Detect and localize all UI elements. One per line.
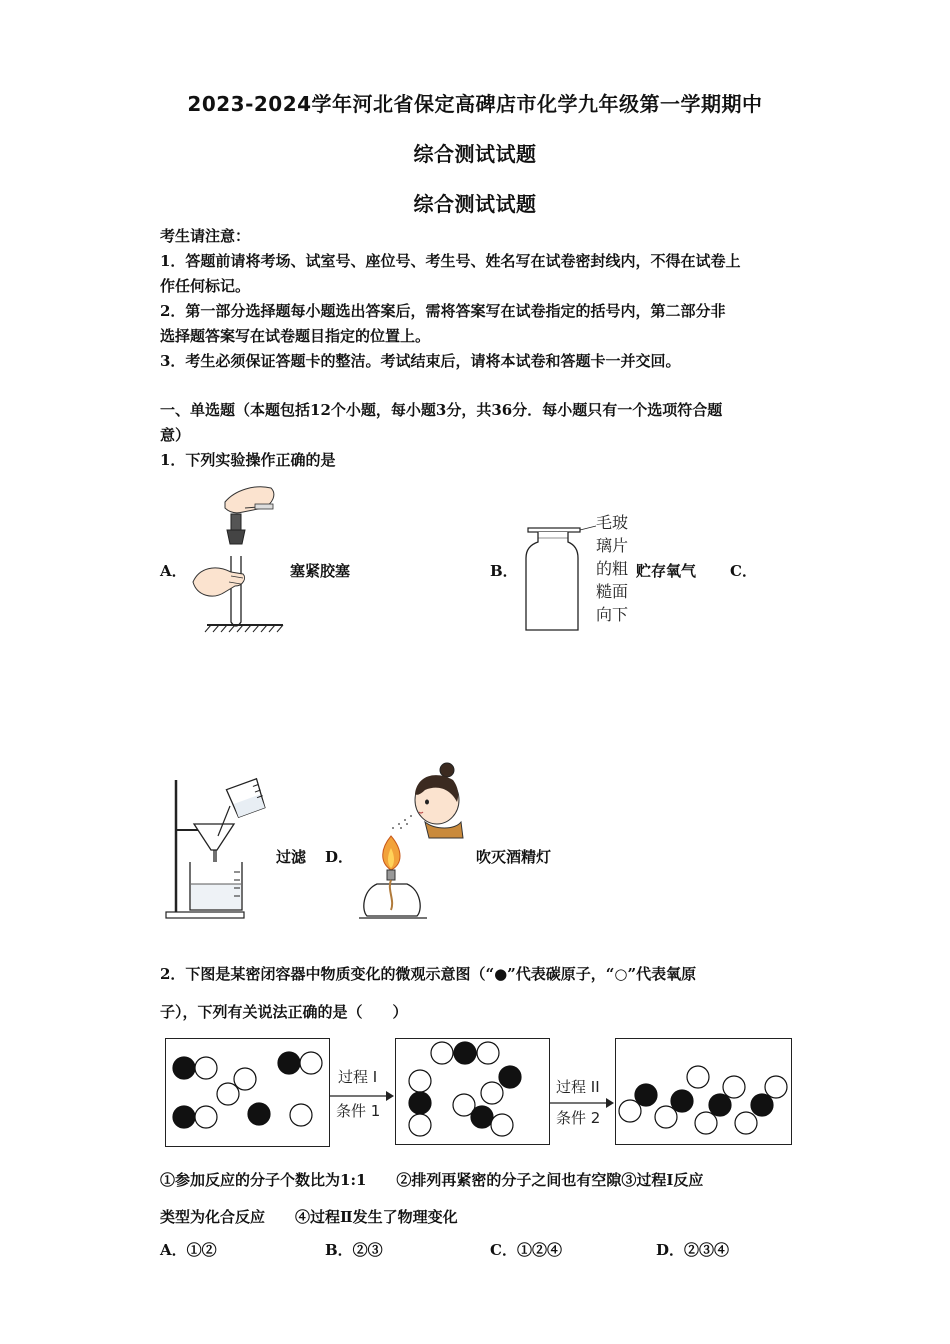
section-heading: 一、单选题（本题包括12个小题，每小题3分，共36分．每小题只有一个选项符合题 — [160, 401, 723, 419]
q2-option-a: A．①② — [160, 1241, 217, 1259]
q1-option-a-text: 塞紧胶塞 — [290, 562, 351, 580]
process-2-condition: 条件 2 — [556, 1109, 601, 1127]
notice-item-3: 3．考生必须保证答题卡的整洁。考试结束后，请将本试卷和答题卡一并交回。 — [160, 352, 681, 370]
process-2-name: 过程 II — [556, 1078, 600, 1096]
stopper-test-tube-figure — [185, 482, 290, 634]
alcohol-lamp-figure — [355, 760, 473, 922]
notice-heading: 考生请注意： — [160, 227, 251, 245]
question-2-stem-cont: 子），下列有关说法正确的是（ ） — [160, 1003, 408, 1021]
q1-option-d-text: 吹灭酒精灯 — [476, 848, 552, 866]
notice-item-2: 2．第一部分选择题每小题选出答案后，需将答案写在试卷指定的括号内，第二部分非 — [160, 302, 726, 320]
notice-item-1-cont: 作任何标记。 — [160, 277, 251, 295]
q2-option-b: B．②③ — [325, 1241, 383, 1259]
section-heading-cont: 意） — [160, 426, 191, 444]
state-2-box — [395, 1038, 550, 1145]
q2-option-d: D．②③④ — [656, 1241, 730, 1259]
gas-jar-figure — [520, 524, 600, 634]
gas-jar-note-line: 糙面 — [596, 582, 629, 601]
q1-option-c-letter: C． — [730, 562, 757, 580]
notice-item-2-cont: 选择题答案写在试卷题目指定的位置上。 — [160, 327, 431, 345]
gas-jar-note-line: 向下 — [596, 605, 629, 624]
filtration-figure — [160, 776, 275, 922]
q1-option-b-letter: B． — [490, 562, 518, 580]
q2-statements-cont: 类型为化合反应 ④过程Ⅱ发生了物理变化 — [160, 1208, 458, 1226]
q1-option-d-letter: D． — [325, 848, 354, 866]
process-1-name: 过程 I — [338, 1068, 378, 1086]
gas-jar-note-line: 毛玻 — [596, 513, 629, 532]
state-3-box — [615, 1038, 792, 1145]
q2-option-c: C．①②④ — [490, 1241, 562, 1259]
state-3-molecules — [616, 1039, 791, 1144]
question-2-stem: 2．下图是某密闭容器中物质变化的微观示意图（“●”代表碳原子，“○”代表氧原 — [160, 965, 697, 983]
page-subtitle: 综合测试试题 — [413, 142, 537, 166]
q1-option-a-letter: A． — [160, 562, 187, 580]
gas-jar-note-line: 的粗 — [596, 559, 629, 578]
state-2-molecules — [396, 1039, 549, 1144]
page-subtitle-repeat: 综合测试试题 — [413, 192, 537, 216]
gas-jar-note — [596, 511, 628, 626]
state-1-box — [165, 1038, 330, 1147]
q1-option-c-text: 过滤 — [276, 848, 307, 866]
gas-jar-note-line: 璃片 — [596, 536, 629, 555]
q1-option-b-text: 贮存氧气 — [636, 562, 697, 580]
question-1-stem: 1．下列实验操作正确的是 — [160, 451, 336, 469]
notice-item-1: 1．答题前请将考场、试室号、座位号、考生号、姓名写在试卷密封线内，不得在试卷上 — [160, 252, 741, 270]
state-1-molecules — [166, 1039, 329, 1146]
page-title: 2023-2024学年河北省保定高碑店市化学九年级第一学期期中 — [187, 92, 763, 116]
q2-statements: ①参加反应的分子个数比为1:1 ②排列再紧密的分子之间也有空隙③过程Ⅰ反应 — [160, 1171, 704, 1189]
process-1-condition: 条件 1 — [336, 1102, 381, 1120]
